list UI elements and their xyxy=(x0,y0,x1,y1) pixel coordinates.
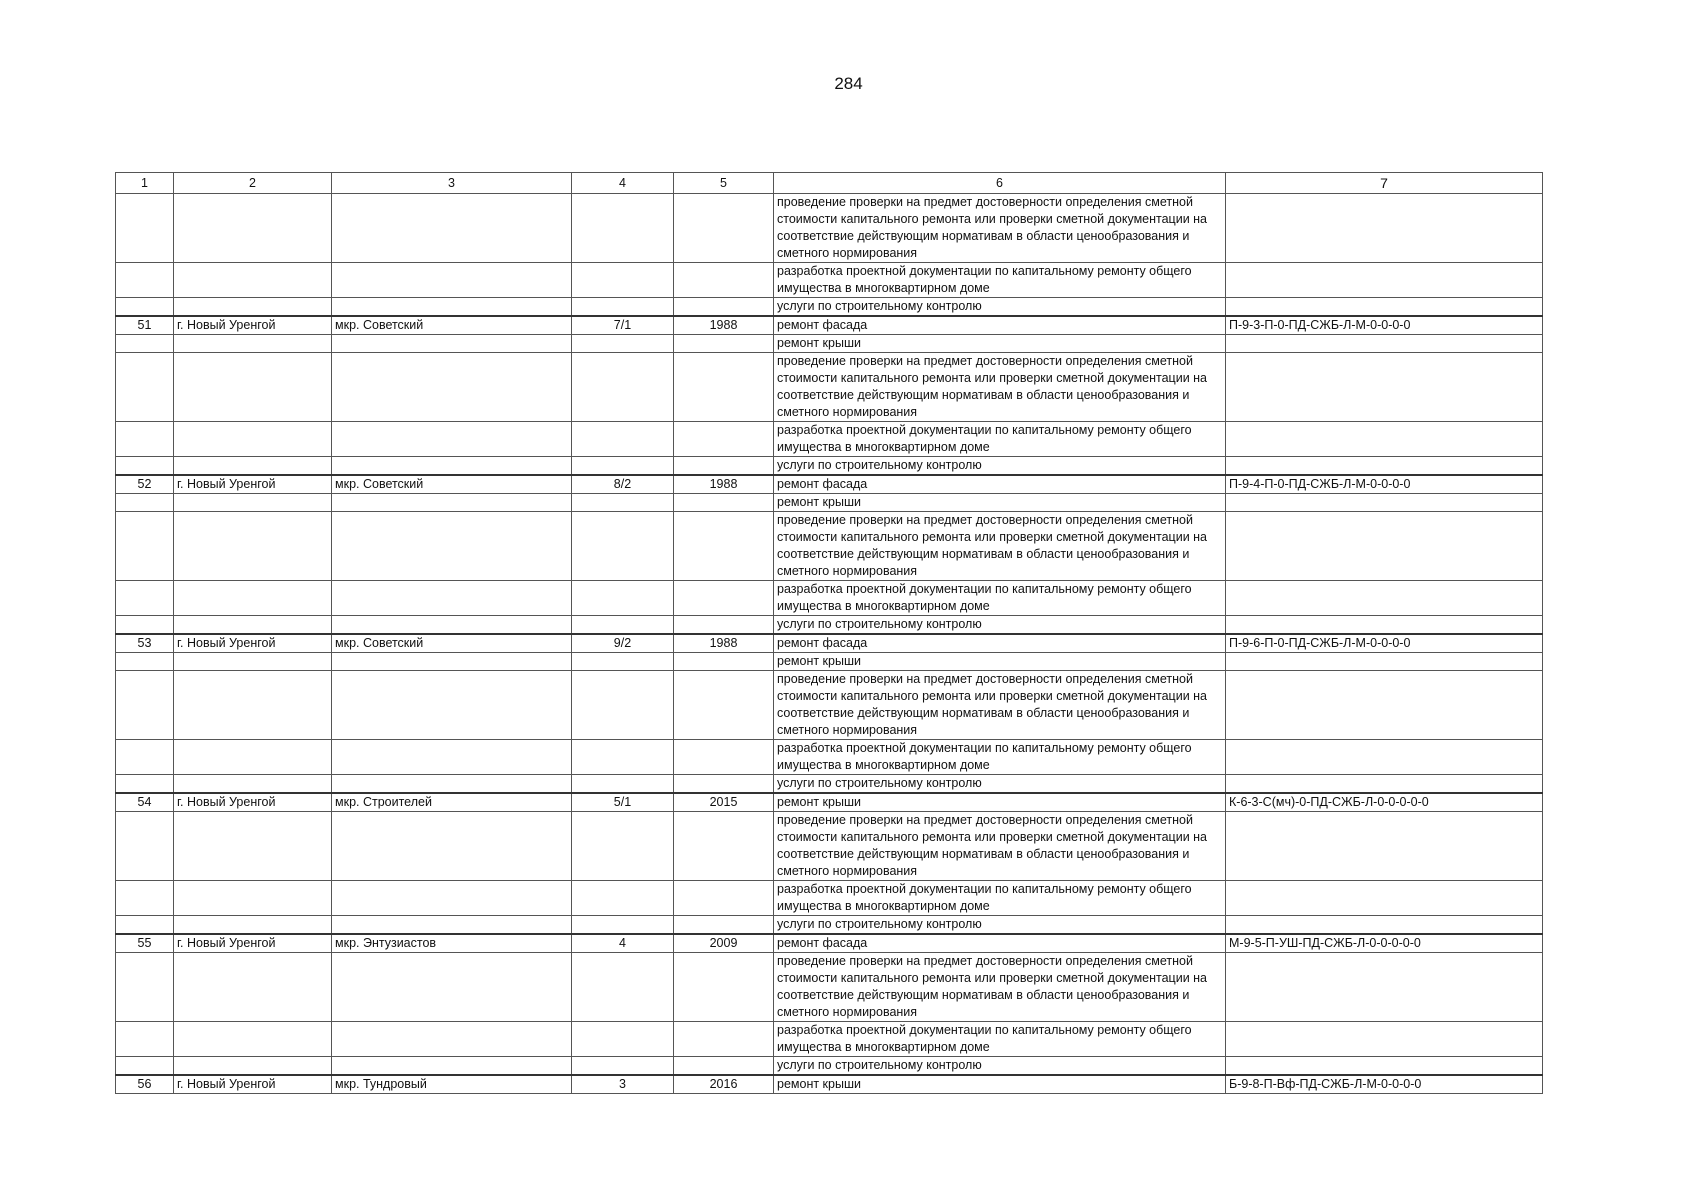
work-type-cell: разработка проектной документации по капитальному ремонту общего имущества в многоквартирном доме xyxy=(774,263,1226,298)
table-body xyxy=(116,194,1543,1094)
year-built-cell xyxy=(674,812,774,881)
year-built-cell xyxy=(674,422,774,457)
year-built-cell xyxy=(674,512,774,581)
row-number-cell xyxy=(116,335,174,353)
work-type-cell: разработка проектной документации по капитальному ремонту общего имущества в многоквартирном доме xyxy=(774,881,1226,916)
house-number-cell xyxy=(572,512,674,581)
district-cell: мкр. Строителей xyxy=(332,793,572,812)
district-cell xyxy=(332,881,572,916)
row-number-cell xyxy=(116,953,174,1022)
column-header-1: 1 xyxy=(116,173,174,194)
work-type-cell: ремонт фасада xyxy=(774,475,1226,494)
table-row xyxy=(116,740,1543,775)
district-cell xyxy=(332,353,572,422)
building-code-cell: К-6-3-С(мч)-0-ПД-СЖБ-Л-0-0-0-0-0 xyxy=(1226,793,1543,812)
district-cell xyxy=(332,916,572,935)
work-type-cell: проведение проверки на предмет достоверности определения сметной стоимости капитального ремонта или проверки сметной документации на соответствие действующим нормативам в области ценообразования и сметного нормирования xyxy=(774,512,1226,581)
city-cell xyxy=(174,298,332,317)
table-row xyxy=(116,671,1543,740)
district-cell xyxy=(332,1022,572,1057)
year-built-cell xyxy=(674,194,774,263)
house-number-cell xyxy=(572,775,674,794)
house-number-cell xyxy=(572,298,674,317)
district-cell: мкр. Тундровый xyxy=(332,1075,572,1094)
city-cell xyxy=(174,494,332,512)
year-built-cell xyxy=(674,775,774,794)
table-row xyxy=(116,263,1543,298)
house-number-cell xyxy=(572,335,674,353)
year-built-cell xyxy=(674,335,774,353)
capital-repair-table xyxy=(115,172,1543,1094)
district-cell xyxy=(332,335,572,353)
work-type-cell: ремонт фасада xyxy=(774,634,1226,653)
city-cell: г. Новый Уренгой xyxy=(174,634,332,653)
house-number-cell: 8/2 xyxy=(572,475,674,494)
table-row xyxy=(116,194,1543,263)
city-cell xyxy=(174,671,332,740)
table-row xyxy=(116,793,1543,812)
house-number-cell xyxy=(572,653,674,671)
column-header-2: 2 xyxy=(174,173,332,194)
column-header-3: 3 xyxy=(332,173,572,194)
district-cell xyxy=(332,653,572,671)
work-type-cell: услуги по строительному контролю xyxy=(774,298,1226,317)
building-code-cell xyxy=(1226,740,1543,775)
house-number-cell xyxy=(572,616,674,635)
row-number-cell xyxy=(116,194,174,263)
district-cell xyxy=(332,494,572,512)
city-cell xyxy=(174,512,332,581)
year-built-cell xyxy=(674,353,774,422)
year-built-cell xyxy=(674,298,774,317)
building-code-cell xyxy=(1226,1057,1543,1076)
building-code-cell xyxy=(1226,671,1543,740)
work-type-cell: проведение проверки на предмет достоверности определения сметной стоимости капитального ремонта или проверки сметной документации на соответствие действующим нормативам в области ценообразования и сметного нормирования xyxy=(774,812,1226,881)
city-cell xyxy=(174,581,332,616)
table-row xyxy=(116,634,1543,653)
district-cell xyxy=(332,775,572,794)
work-type-cell: услуги по строительному контролю xyxy=(774,616,1226,635)
row-number-cell xyxy=(116,1022,174,1057)
row-number-cell xyxy=(116,512,174,581)
building-code-cell xyxy=(1226,353,1543,422)
house-number-cell xyxy=(572,881,674,916)
city-cell: г. Новый Уренгой xyxy=(174,316,332,335)
house-number-cell xyxy=(572,740,674,775)
row-number-cell xyxy=(116,775,174,794)
work-type-cell: ремонт крыши xyxy=(774,1075,1226,1094)
house-number-cell xyxy=(572,1022,674,1057)
city-cell xyxy=(174,457,332,476)
table-row xyxy=(116,881,1543,916)
table-row xyxy=(116,1057,1543,1076)
table-row xyxy=(116,353,1543,422)
row-number-cell xyxy=(116,740,174,775)
year-built-cell xyxy=(674,881,774,916)
district-cell: мкр. Энтузиастов xyxy=(332,934,572,953)
house-number-cell: 7/1 xyxy=(572,316,674,335)
building-code-cell xyxy=(1226,581,1543,616)
building-code-cell xyxy=(1226,775,1543,794)
building-code-cell xyxy=(1226,194,1543,263)
row-number-cell xyxy=(116,353,174,422)
city-cell: г. Новый Уренгой xyxy=(174,475,332,494)
row-number-cell xyxy=(116,616,174,635)
table-row xyxy=(116,494,1543,512)
city-cell xyxy=(174,1057,332,1076)
table-row xyxy=(116,812,1543,881)
year-built-cell xyxy=(674,653,774,671)
city-cell xyxy=(174,653,332,671)
row-number-cell xyxy=(116,494,174,512)
year-built-cell xyxy=(674,581,774,616)
city-cell xyxy=(174,616,332,635)
house-number-cell: 4 xyxy=(572,934,674,953)
house-number-cell xyxy=(572,916,674,935)
year-built-cell xyxy=(674,263,774,298)
work-type-cell: разработка проектной документации по капитальному ремонту общего имущества в многоквартирном доме xyxy=(774,581,1226,616)
work-type-cell: разработка проектной документации по капитальному ремонту общего имущества в многоквартирном доме xyxy=(774,740,1226,775)
building-code-cell xyxy=(1226,512,1543,581)
table-row xyxy=(116,953,1543,1022)
building-code-cell xyxy=(1226,1022,1543,1057)
city-cell xyxy=(174,353,332,422)
work-type-cell: ремонт фасада xyxy=(774,934,1226,953)
work-type-cell: разработка проектной документации по капитальному ремонту общего имущества в многоквартирном доме xyxy=(774,422,1226,457)
year-built-cell: 2015 xyxy=(674,793,774,812)
row-number-cell xyxy=(116,263,174,298)
table-row xyxy=(116,1075,1543,1094)
table-row xyxy=(116,916,1543,935)
row-number-cell xyxy=(116,422,174,457)
work-type-cell: разработка проектной документации по капитальному ремонту общего имущества в многоквартирном доме xyxy=(774,1022,1226,1057)
row-number-cell: 53 xyxy=(116,634,174,653)
row-number-cell: 55 xyxy=(116,934,174,953)
year-built-cell: 2016 xyxy=(674,1075,774,1094)
table-row xyxy=(116,775,1543,794)
year-built-cell xyxy=(674,494,774,512)
year-built-cell xyxy=(674,1057,774,1076)
year-built-cell xyxy=(674,616,774,635)
district-cell xyxy=(332,194,572,263)
work-type-cell: проведение проверки на предмет достоверности определения сметной стоимости капитального ремонта или проверки сметной документации на соответствие действующим нормативам в области ценообразования и сметного нормирования xyxy=(774,194,1226,263)
building-code-cell xyxy=(1226,263,1543,298)
district-cell xyxy=(332,1057,572,1076)
page-number: 284 xyxy=(834,74,863,93)
house-number-cell xyxy=(572,353,674,422)
row-number-cell xyxy=(116,457,174,476)
row-number-cell: 54 xyxy=(116,793,174,812)
district-cell xyxy=(332,740,572,775)
city-cell xyxy=(174,916,332,935)
row-number-cell xyxy=(116,812,174,881)
building-code-cell xyxy=(1226,881,1543,916)
table-row xyxy=(116,512,1543,581)
house-number-cell xyxy=(572,494,674,512)
column-header-7: 7 xyxy=(1226,173,1543,194)
work-type-cell: ремонт крыши xyxy=(774,335,1226,353)
district-cell xyxy=(332,616,572,635)
table-row xyxy=(116,653,1543,671)
district-cell: мкр. Советский xyxy=(332,316,572,335)
work-type-cell: проведение проверки на предмет достоверности определения сметной стоимости капитального ремонта или проверки сметной документации на соответствие действующим нормативам в области ценообразования и сметного нормирования xyxy=(774,353,1226,422)
building-code-cell xyxy=(1226,653,1543,671)
work-type-cell: услуги по строительному контролю xyxy=(774,916,1226,935)
year-built-cell xyxy=(674,457,774,476)
row-number-cell xyxy=(116,671,174,740)
city-cell: г. Новый Уренгой xyxy=(174,934,332,953)
building-code-cell xyxy=(1226,812,1543,881)
district-cell xyxy=(332,457,572,476)
city-cell xyxy=(174,881,332,916)
column-header-4: 4 xyxy=(572,173,674,194)
column-header-5: 5 xyxy=(674,173,774,194)
table-row xyxy=(116,457,1543,476)
table-row xyxy=(116,934,1543,953)
row-number-cell xyxy=(116,916,174,935)
table-row xyxy=(116,335,1543,353)
city-cell xyxy=(174,335,332,353)
house-number-cell xyxy=(572,812,674,881)
row-number-cell xyxy=(116,298,174,317)
year-built-cell xyxy=(674,953,774,1022)
building-code-cell xyxy=(1226,298,1543,317)
building-code-cell: П-9-6-П-0-ПД-СЖБ-Л-М-0-0-0-0 xyxy=(1226,634,1543,653)
table-row xyxy=(116,581,1543,616)
city-cell xyxy=(174,775,332,794)
house-number-cell xyxy=(572,422,674,457)
city-cell xyxy=(174,194,332,263)
house-number-cell: 3 xyxy=(572,1075,674,1094)
city-cell xyxy=(174,422,332,457)
header-row xyxy=(116,173,1543,194)
building-code-cell: Б-9-8-П-Вф-ПД-СЖБ-Л-М-0-0-0-0 xyxy=(1226,1075,1543,1094)
column-header-6: 6 xyxy=(774,173,1226,194)
house-number-cell xyxy=(572,1057,674,1076)
building-code-cell: П-9-3-П-0-ПД-СЖБ-Л-М-0-0-0-0 xyxy=(1226,316,1543,335)
row-number-cell xyxy=(116,653,174,671)
district-cell xyxy=(332,512,572,581)
district-cell xyxy=(332,263,572,298)
row-number-cell: 51 xyxy=(116,316,174,335)
house-number-cell xyxy=(572,263,674,298)
row-number-cell xyxy=(116,881,174,916)
building-code-cell: П-9-4-П-0-ПД-СЖБ-Л-М-0-0-0-0 xyxy=(1226,475,1543,494)
work-type-cell: услуги по строительному контролю xyxy=(774,457,1226,476)
work-type-cell: ремонт крыши xyxy=(774,653,1226,671)
building-code-cell xyxy=(1226,457,1543,476)
year-built-cell: 1988 xyxy=(674,475,774,494)
house-number-cell xyxy=(572,671,674,740)
city-cell xyxy=(174,953,332,1022)
district-cell xyxy=(332,422,572,457)
table-row xyxy=(116,475,1543,494)
district-cell xyxy=(332,812,572,881)
year-built-cell: 2009 xyxy=(674,934,774,953)
city-cell xyxy=(174,263,332,298)
year-built-cell xyxy=(674,916,774,935)
table-row xyxy=(116,616,1543,635)
house-number-cell xyxy=(572,953,674,1022)
table-row xyxy=(116,422,1543,457)
table-row xyxy=(116,316,1543,335)
row-number-cell: 52 xyxy=(116,475,174,494)
row-number-cell xyxy=(116,1057,174,1076)
work-type-cell: ремонт фасада xyxy=(774,316,1226,335)
building-code-cell xyxy=(1226,953,1543,1022)
table-row xyxy=(116,1022,1543,1057)
year-built-cell xyxy=(674,1022,774,1057)
building-code-cell xyxy=(1226,335,1543,353)
row-number-cell xyxy=(116,581,174,616)
year-built-cell xyxy=(674,671,774,740)
city-cell xyxy=(174,812,332,881)
work-type-cell: проведение проверки на предмет достоверности определения сметной стоимости капитального ремонта или проверки сметной документации на соответствие действующим нормативам в области ценообразования и сметного нормирования xyxy=(774,953,1226,1022)
work-type-cell: проведение проверки на предмет достоверности определения сметной стоимости капитального ремонта или проверки сметной документации на соответствие действующим нормативам в области ценообразования и сметного нормирования xyxy=(774,671,1226,740)
district-cell xyxy=(332,298,572,317)
work-type-cell: ремонт крыши xyxy=(774,494,1226,512)
district-cell xyxy=(332,953,572,1022)
district-cell xyxy=(332,671,572,740)
table-row xyxy=(116,298,1543,317)
building-code-cell: М-9-5-П-УШ-ПД-СЖБ-Л-0-0-0-0-0 xyxy=(1226,934,1543,953)
work-type-cell: услуги по строительному контролю xyxy=(774,775,1226,794)
year-built-cell xyxy=(674,740,774,775)
district-cell xyxy=(332,581,572,616)
district-cell: мкр. Советский xyxy=(332,475,572,494)
city-cell xyxy=(174,1022,332,1057)
building-code-cell xyxy=(1226,422,1543,457)
work-type-cell: ремонт крыши xyxy=(774,793,1226,812)
row-number-cell: 56 xyxy=(116,1075,174,1094)
house-number-cell xyxy=(572,457,674,476)
building-code-cell xyxy=(1226,916,1543,935)
city-cell: г. Новый Уренгой xyxy=(174,1075,332,1094)
house-number-cell: 9/2 xyxy=(572,634,674,653)
house-number-cell xyxy=(572,581,674,616)
building-code-cell xyxy=(1226,494,1543,512)
city-cell xyxy=(174,740,332,775)
house-number-cell xyxy=(572,194,674,263)
city-cell: г. Новый Уренгой xyxy=(174,793,332,812)
year-built-cell: 1988 xyxy=(674,634,774,653)
building-code-cell xyxy=(1226,616,1543,635)
district-cell: мкр. Советский xyxy=(332,634,572,653)
house-number-cell: 5/1 xyxy=(572,793,674,812)
year-built-cell: 1988 xyxy=(674,316,774,335)
work-type-cell: услуги по строительному контролю xyxy=(774,1057,1226,1076)
